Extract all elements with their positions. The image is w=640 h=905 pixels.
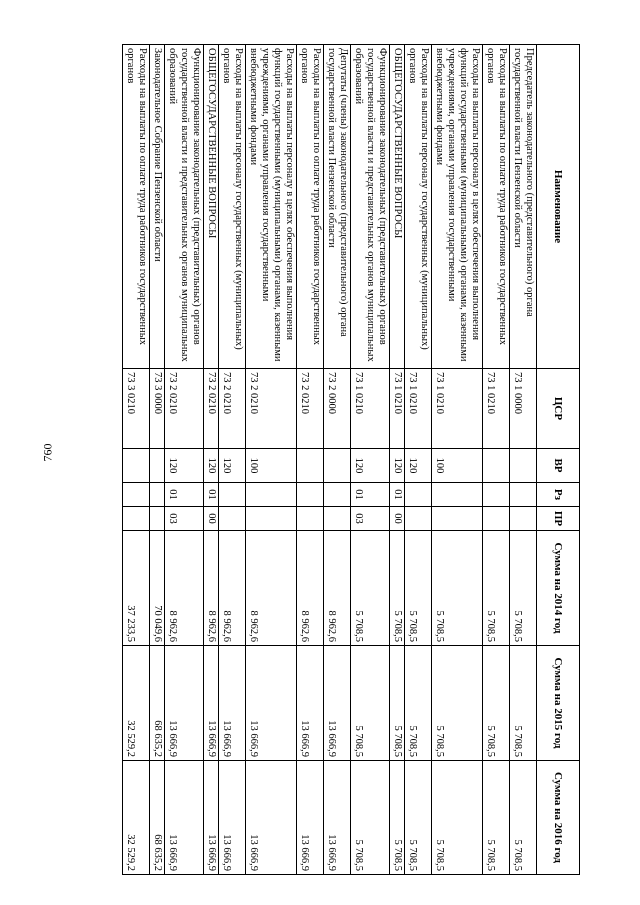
cell-pr: 00 xyxy=(204,507,219,531)
header-vr: ВР xyxy=(537,449,580,483)
cell-name: Расходы на выплаты по оплате труда работников государственных органов xyxy=(123,45,150,369)
cell-pr xyxy=(510,507,537,531)
cell-vr: 120 xyxy=(405,449,432,483)
cell-vr xyxy=(510,449,537,483)
cell-sum-2016: 13 666,9 xyxy=(246,761,297,875)
cell-csr: 73 1 0210 xyxy=(432,369,483,449)
cell-sum-2014: 8 962,6 xyxy=(219,531,246,646)
budget-table xyxy=(122,44,580,875)
header-pr: ПР xyxy=(537,507,580,531)
cell-rz xyxy=(432,483,483,507)
cell-name: Функционирование законодательных (представительных) органов государственной власти и представительных органов муниципальных образований xyxy=(165,45,204,369)
cell-pr xyxy=(219,507,246,531)
cell-csr: 73 2 0210 xyxy=(297,369,324,449)
cell-vr: 120 xyxy=(219,449,246,483)
table-row xyxy=(351,45,390,875)
cell-name: Депутаты (члены) законодательного (представительного) органа государственной власти Пензенской области xyxy=(324,45,351,369)
cell-sum-2015: 5 708,5 xyxy=(405,646,432,761)
table-body xyxy=(123,45,537,875)
cell-name: Расходы на выплаты персоналу государственных (муниципальных) органов xyxy=(219,45,246,369)
cell-sum-2016: 13 666,9 xyxy=(297,761,324,875)
cell-csr: 73 1 0210 xyxy=(483,369,510,449)
cell-rz: 01 xyxy=(351,483,390,507)
cell-sum-2015: 13 666,9 xyxy=(297,646,324,761)
cell-sum-2016: 5 708,5 xyxy=(390,761,405,875)
cell-name: Расходы на выплаты персоналу в целях обеспечения выполнения функций государственными (муниципальными) органами, казенными учреждениями, органами управления государственными внебюджетными фондами xyxy=(246,45,297,369)
table-row xyxy=(297,45,324,875)
cell-vr: 120 xyxy=(351,449,390,483)
cell-name: Расходы на выплаты по оплате труда работников государственных органов xyxy=(483,45,510,369)
cell-sum-2016: 68 635,2 xyxy=(150,761,165,875)
cell-rz xyxy=(219,483,246,507)
header-csr: ЦСР xyxy=(537,369,580,449)
table-row xyxy=(390,45,405,875)
table-header-row xyxy=(537,45,580,875)
table-row xyxy=(405,45,432,875)
cell-rz xyxy=(297,483,324,507)
cell-pr xyxy=(432,507,483,531)
cell-csr: 73 1 0210 xyxy=(405,369,432,449)
table-row xyxy=(123,45,150,875)
cell-sum-2014: 37 233,5 xyxy=(123,531,150,646)
cell-sum-2014: 5 708,5 xyxy=(405,531,432,646)
table-row xyxy=(483,45,510,875)
cell-csr: 73 2 0210 xyxy=(246,369,297,449)
table-row xyxy=(246,45,297,875)
cell-sum-2015: 32 529,2 xyxy=(123,646,150,761)
cell-sum-2015: 13 666,9 xyxy=(246,646,297,761)
cell-sum-2016: 5 708,5 xyxy=(510,761,537,875)
header-name: Наименование xyxy=(537,45,580,369)
cell-pr: 00 xyxy=(390,507,405,531)
rotated-table-frame xyxy=(94,44,580,874)
cell-name: ОБЩЕГОСУДАРСТВЕННЫЕ ВОПРОСЫ xyxy=(390,45,405,369)
cell-pr xyxy=(246,507,297,531)
cell-pr xyxy=(150,507,165,531)
cell-vr xyxy=(297,449,324,483)
header-sum-2015: Сумма на 2015 год xyxy=(537,646,580,761)
cell-pr xyxy=(297,507,324,531)
cell-sum-2014: 8 962,6 xyxy=(297,531,324,646)
cell-sum-2014: 8 962,6 xyxy=(246,531,297,646)
cell-sum-2014: 5 708,5 xyxy=(351,531,390,646)
cell-name: Расходы на выплаты персоналу в целях обеспечения выполнения функций государственными (муниципальными) органами, казенными учреждениями, органами управления государственными внебюджетными фондами xyxy=(432,45,483,369)
cell-csr: 73 2 0210 xyxy=(165,369,204,449)
cell-sum-2016: 13 666,9 xyxy=(219,761,246,875)
cell-sum-2015: 5 708,5 xyxy=(510,646,537,761)
cell-rz xyxy=(483,483,510,507)
cell-sum-2016: 5 708,5 xyxy=(483,761,510,875)
table-row xyxy=(324,45,351,875)
cell-rz: 01 xyxy=(204,483,219,507)
cell-csr: 73 1 0210 xyxy=(390,369,405,449)
cell-sum-2014: 8 962,6 xyxy=(165,531,204,646)
cell-sum-2014: 8 962,6 xyxy=(324,531,351,646)
cell-csr: 73 3 0000 xyxy=(150,369,165,449)
cell-sum-2015: 68 635,2 xyxy=(150,646,165,761)
cell-name: Расходы на выплаты по оплате труда работников государственных органов xyxy=(297,45,324,369)
cell-sum-2014: 70 049,6 xyxy=(150,531,165,646)
cell-pr xyxy=(483,507,510,531)
cell-rz: 01 xyxy=(165,483,204,507)
cell-rz xyxy=(150,483,165,507)
cell-csr: 73 2 0210 xyxy=(204,369,219,449)
page-number: 760 xyxy=(40,443,55,462)
cell-csr: 73 1 0210 xyxy=(351,369,390,449)
cell-name: Председатель законодательного (представительного) органа государственной власти Пензенской области xyxy=(510,45,537,369)
cell-sum-2014: 8 962,6 xyxy=(204,531,219,646)
cell-rz xyxy=(246,483,297,507)
cell-sum-2015: 5 708,5 xyxy=(483,646,510,761)
header-sum-2016: Сумма на 2016 год xyxy=(537,761,580,875)
cell-sum-2014: 5 708,5 xyxy=(390,531,405,646)
cell-rz xyxy=(123,483,150,507)
cell-vr: 100 xyxy=(432,449,483,483)
cell-sum-2014: 5 708,5 xyxy=(483,531,510,646)
cell-name: ОБЩЕГОСУДАРСТВЕННЫЕ ВОПРОСЫ xyxy=(204,45,219,369)
cell-sum-2015: 13 666,9 xyxy=(165,646,204,761)
cell-sum-2016: 32 529,2 xyxy=(123,761,150,875)
table-row xyxy=(150,45,165,875)
cell-rz xyxy=(405,483,432,507)
cell-sum-2014: 5 708,5 xyxy=(432,531,483,646)
cell-name: Функционирование законодательных (представительных) органов государственной власти и представительных органов муниципальных образований xyxy=(351,45,390,369)
cell-sum-2015: 5 708,5 xyxy=(351,646,390,761)
cell-sum-2016: 13 666,9 xyxy=(204,761,219,875)
cell-vr: 120 xyxy=(390,449,405,483)
cell-vr: 120 xyxy=(204,449,219,483)
cell-sum-2015: 13 666,9 xyxy=(204,646,219,761)
cell-pr: 03 xyxy=(351,507,390,531)
cell-pr: 03 xyxy=(165,507,204,531)
cell-rz xyxy=(324,483,351,507)
table-row xyxy=(165,45,204,875)
table-row xyxy=(510,45,537,875)
cell-rz: 01 xyxy=(390,483,405,507)
header-rz: Рз xyxy=(537,483,580,507)
table-row xyxy=(204,45,219,875)
cell-name: Законодательное Собрание Пензенской области xyxy=(150,45,165,369)
cell-pr xyxy=(405,507,432,531)
cell-vr xyxy=(483,449,510,483)
table-row xyxy=(432,45,483,875)
cell-csr: 73 2 0000 xyxy=(324,369,351,449)
header-sum-2014: Сумма на 2014 год xyxy=(537,531,580,646)
cell-sum-2015: 5 708,5 xyxy=(432,646,483,761)
cell-sum-2016: 5 708,5 xyxy=(351,761,390,875)
cell-sum-2016: 13 666,9 xyxy=(324,761,351,875)
cell-sum-2015: 5 708,5 xyxy=(390,646,405,761)
cell-csr: 73 3 0210 xyxy=(123,369,150,449)
cell-vr: 100 xyxy=(246,449,297,483)
cell-sum-2015: 13 666,9 xyxy=(219,646,246,761)
cell-sum-2014: 5 708,5 xyxy=(510,531,537,646)
cell-sum-2016: 13 666,9 xyxy=(165,761,204,875)
cell-vr: 120 xyxy=(165,449,204,483)
cell-pr xyxy=(123,507,150,531)
cell-pr xyxy=(324,507,351,531)
cell-vr xyxy=(123,449,150,483)
cell-name: Расходы на выплаты персоналу государственных (муниципальных) органов xyxy=(405,45,432,369)
table-row xyxy=(219,45,246,875)
cell-vr xyxy=(150,449,165,483)
cell-sum-2015: 13 666,9 xyxy=(324,646,351,761)
cell-csr: 73 2 0210 xyxy=(219,369,246,449)
cell-rz xyxy=(510,483,537,507)
cell-sum-2016: 5 708,5 xyxy=(432,761,483,875)
cell-csr: 73 1 0000 xyxy=(510,369,537,449)
cell-vr xyxy=(324,449,351,483)
cell-sum-2016: 5 708,5 xyxy=(405,761,432,875)
